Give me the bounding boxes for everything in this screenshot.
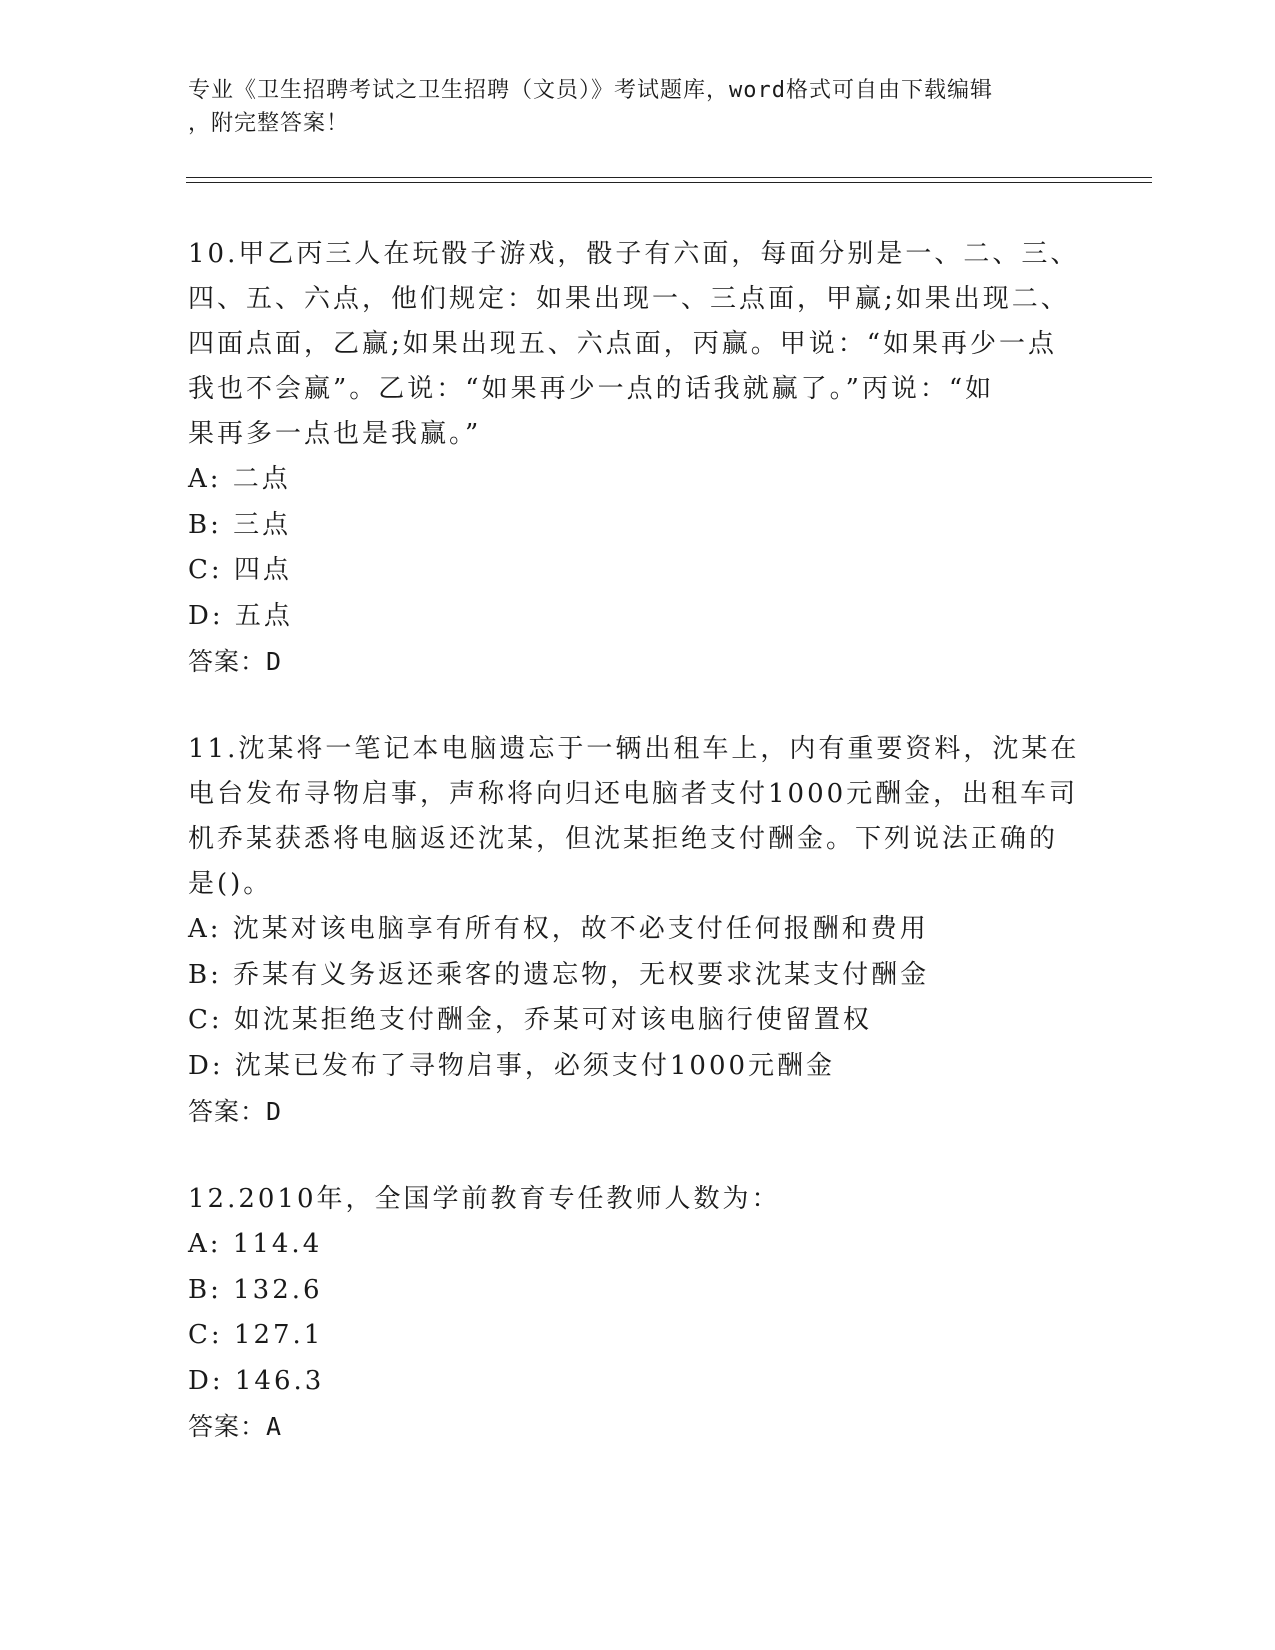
question-text-line: 果再多一点也是我赢。”	[188, 419, 482, 449]
option-c: C: 127.1	[188, 1320, 324, 1350]
question-text-line: 四、五、六点，他们规定：如果出现一、三点面，甲赢;如果出现二、	[188, 284, 1070, 314]
document-header	[188, 74, 1088, 140]
header-divider	[186, 177, 1152, 178]
question-text-line: 10.甲乙丙三人在玩骰子游戏，骰子有六面，每面分别是一、二、三、	[188, 239, 1080, 269]
answer: 答案：D	[188, 647, 283, 676]
question-text-line: 电台发布寻物启事，声称将向归还电脑者支付1000元酬金，出租车司	[188, 779, 1079, 809]
answer: 答案：A	[188, 1412, 283, 1441]
option-c: C: 四点	[188, 555, 292, 585]
question-text-line: 11.沈某将一笔记本电脑遗忘于一辆出租车上，内有重要资料，沈某在	[188, 734, 1080, 764]
option-d: D: 五点	[188, 600, 293, 631]
question-10	[188, 232, 1088, 684]
header-line: 专业《卫生招聘考试之卫生招聘（文员）》考试题库，word格式可自由下载编辑	[188, 78, 993, 103]
option-a: A: 114.4	[188, 1229, 323, 1259]
option-b: B: 132.6	[188, 1274, 323, 1305]
option-a: A: 沈某对该电脑享有所有权，故不必支付任何报酬和费用	[188, 914, 929, 944]
question-11	[188, 727, 1088, 1134]
question-12	[188, 1177, 1088, 1449]
question-text-line: 12.2010年，全国学前教育专任教师人数为：	[188, 1184, 781, 1214]
question-text-line: 我也不会赢”。乙说：“如果再少一点的话我就赢了。”丙说：“如	[188, 374, 995, 404]
header-line: ，附完整答案！	[188, 111, 350, 136]
option-b: B: 三点	[188, 509, 292, 540]
option-b: B: 乔某有义务返还乘客的遗忘物，无权要求沈某支付酬金	[188, 959, 930, 990]
answer: 答案：D	[188, 1097, 283, 1126]
question-text-line: 四面点面，乙赢;如果出现五、六点面，丙赢。甲说：“如果再少一点	[188, 329, 1058, 359]
header-divider	[186, 182, 1152, 183]
option-d: D: 146.3	[188, 1365, 325, 1396]
option-a: A: 二点	[188, 464, 291, 494]
question-text-line: 机乔某获悉将电脑返还沈某，但沈某拒绝支付酬金。下列说法正确的	[188, 824, 1059, 854]
question-list	[188, 232, 1088, 1492]
question-text-line: 是()。	[188, 869, 273, 899]
option-c: C: 如沈某拒绝支付酬金，乔某可对该电脑行使留置权	[188, 1005, 872, 1035]
option-d: D: 沈某已发布了寻物启事，必须支付1000元酬金	[188, 1050, 836, 1081]
